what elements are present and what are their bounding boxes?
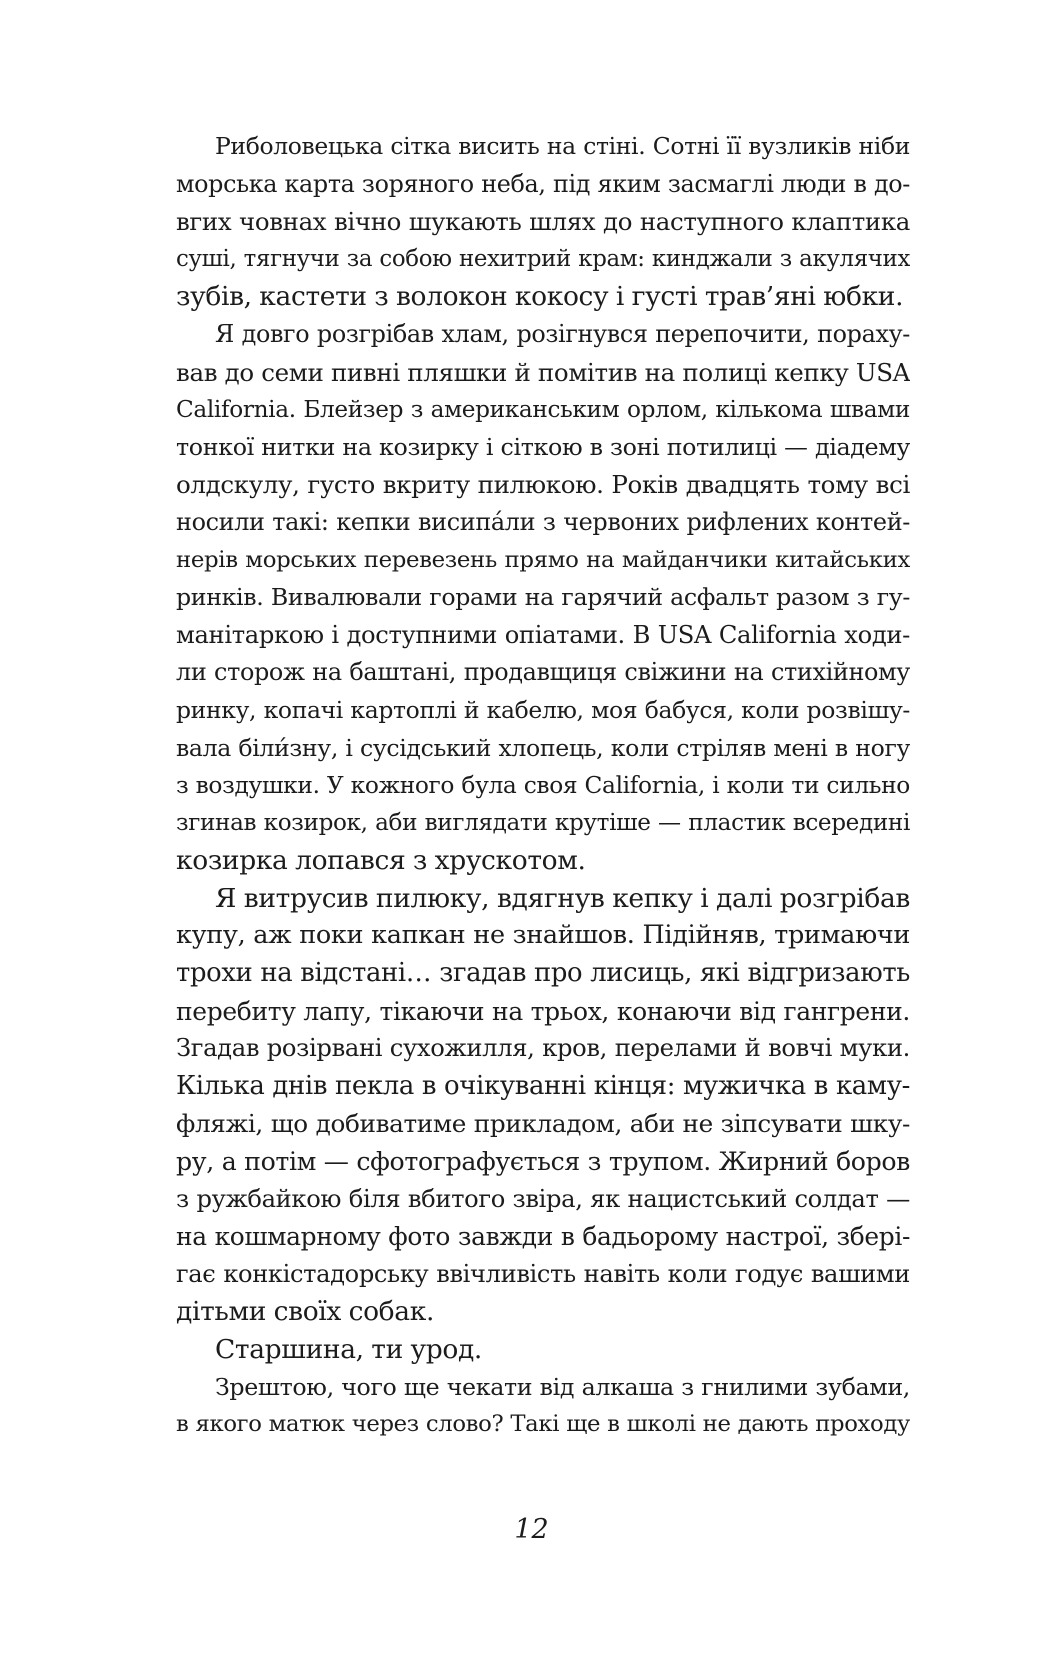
text-line: Зрештою, чого ще чекати від алкаша з гнилими зубами, (215, 1372, 910, 1401)
text-line: трохи на відстані… згадав про лисиць, які відгризають (176, 958, 910, 989)
text-line: купу, аж поки капкан не знайшов. Підійняв, тримаючи (176, 920, 910, 951)
text-line: Кілька днів пекла в очікуванні кінця: мужичка в каму- (176, 1070, 910, 1101)
text-line: ринків. Вивалювали горами на гарячий асфальт разом з гу- (176, 583, 910, 612)
text-line: суші, тягнучи за собою нехитрий крам: кинджали з акулячих (176, 245, 910, 272)
paragraph-usa-california-cap (176, 316, 910, 880)
text-line: на кошмарному фото завжди в бадьорому настрої, збері- (176, 1222, 910, 1252)
text-line: з воздушки. У кожного була своя California, і коли ти сильно (176, 772, 910, 800)
paragraph-sergeant (176, 1331, 910, 1369)
text-line: перебиту лапу, тікаючи на трьох, конаючи від гангрени. (176, 996, 910, 1026)
text-line: з ружбайкою біля вбитого звіра, як нацистський солдат — (176, 1184, 910, 1213)
text-line: згинав козирок, аби виглядати крутіше — пластик всередині (176, 809, 910, 836)
page-number: 12 (514, 1514, 549, 1545)
text-line: дітьми своїх собак. (176, 1296, 435, 1328)
text-line: козирка лопався з хрускотом. (176, 845, 586, 877)
text-line: Я витрусив пилюку, вдягнув кепку і далі розгрібав (215, 882, 910, 914)
text-line: Риболовецька сітка висить на стіні. Сотні її вузликів ніби (215, 132, 910, 160)
text-line: гає конкістадорську ввічливість навіть коли годує вашими (176, 1259, 910, 1288)
text-line: олдскулу, густо вкриту пилюкою. Років двадцять тому всі (176, 470, 910, 500)
text-line: California. Блейзер з американським орлом, кількома швами (176, 396, 910, 424)
text-line: вгих човнах вічно шукають шлях до наступного клаптика (176, 207, 910, 237)
text-line: Старшина, ти урод. (215, 1334, 483, 1365)
text-line: манітаркою і доступними опіатами. В USA California ходи- (176, 620, 910, 649)
paragraph-fishing-net (176, 128, 910, 316)
text-line: нерів морських перевезень прямо на майданчики китайських (176, 546, 910, 573)
text-line: ли сторож на баштані, продавщиця свіжини на стихійному (176, 658, 910, 687)
text-line: фляжі, що добиватиме прикладом, аби не зіпсувати шку- (176, 1109, 910, 1139)
text-line: носили такі: кепки висипáли з червоних рифлених контей- (176, 507, 910, 536)
text-line: Я довго розгрібав хлам, розігнувся перепочити, пораху- (215, 319, 910, 348)
text-line: в якого матюк через слово? Такі ще в школі не дають проходу (176, 1411, 910, 1438)
text-line: ринку, копачі картоплі й кабелю, моя бабуся, коли розвішу- (176, 695, 910, 724)
text-line: Згадав розірвані сухожилля, кров, перелами й вовчі муки. (176, 1034, 910, 1063)
text-line: вав до семи пивні пляшки й помітив на полиці кепку USA (176, 357, 910, 387)
text-line: тонкої нитки на козирку і сіткою в зоні потилиці — діадему (176, 432, 910, 461)
text-line: ру, а потім — сфотографується з трупом. Жирний боров (176, 1147, 910, 1177)
text-line: морська карта зоряного неба, під яким засмаглі люди в до- (176, 169, 910, 198)
page-body (176, 128, 910, 1548)
text-line: зубів, кастети з волокон кокосу і густі трав’яні юбки. (176, 281, 904, 313)
text-line: вала бiли́зну, і сусідський хлопець, коли стріляв мені в ногу (176, 733, 910, 762)
paragraph-alcoholic (176, 1369, 910, 1444)
paragraph-trap (176, 880, 910, 1331)
